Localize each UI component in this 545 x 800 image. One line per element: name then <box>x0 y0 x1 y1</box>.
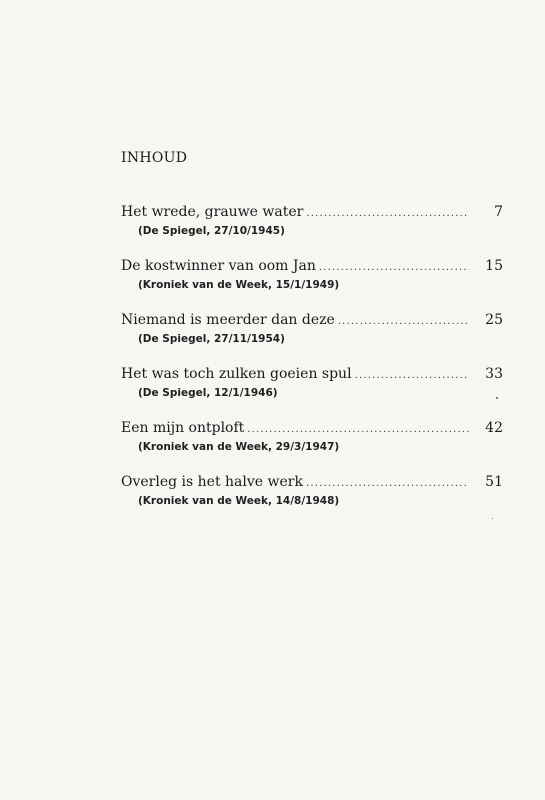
toc-entry-title: De kostwinner van oom Jan <box>121 258 316 274</box>
dot-leader <box>247 420 469 440</box>
toc-entry-source: (De Spiegel, 27/10/1945) <box>138 225 285 237</box>
dot-leader <box>306 204 469 224</box>
dot-leader <box>319 258 469 278</box>
toc-entry-1 <box>121 202 503 256</box>
paper-speck <box>492 518 493 519</box>
toc-entry-source: (De Spiegel, 12/1/1946) <box>138 387 278 399</box>
toc-entry-source: (Kroniek van de Week, 15/1/1949) <box>138 279 340 291</box>
toc-entry-line <box>121 256 503 278</box>
toc-entry-source: (Kroniek van de Week, 29/3/1947) <box>138 441 340 453</box>
toc-entry-source: (Kroniek van de Week, 14/8/1948) <box>138 495 340 507</box>
toc-entry-page: 7 <box>494 204 503 220</box>
paper-speck <box>496 397 498 399</box>
toc-entry-title: Het was toch zulken goeien spul <box>121 366 352 382</box>
toc-entry-title: Een mijn ontploft <box>121 420 245 436</box>
toc-entry-title: Het wrede, grauwe water <box>121 204 304 220</box>
toc-entry-line <box>121 202 503 224</box>
dot-leader <box>338 312 469 332</box>
dot-leader <box>306 474 469 494</box>
toc-entry-4 <box>121 364 503 418</box>
toc-entry-6 <box>121 472 503 526</box>
toc-entry-page: 42 <box>485 420 503 436</box>
dot-leader <box>355 366 469 386</box>
toc-entry-line <box>121 310 503 332</box>
toc-entry-page: 25 <box>485 312 503 328</box>
toc-entry-page: 15 <box>485 258 503 274</box>
toc-entry-source: (De Spiegel, 27/11/1954) <box>138 333 285 345</box>
table-of-contents <box>121 202 503 526</box>
toc-entry-5 <box>121 418 503 472</box>
toc-entry-page: 51 <box>485 474 503 490</box>
toc-entry-line <box>121 418 503 440</box>
toc-entry-title: Overleg is het halve werk <box>121 474 303 490</box>
toc-entry-2 <box>121 256 503 310</box>
toc-entry-3 <box>121 310 503 364</box>
page-title: INHOUD <box>121 150 188 166</box>
toc-entry-line <box>121 472 503 494</box>
toc-entry-page: 33 <box>485 366 503 382</box>
toc-entry-line <box>121 364 503 386</box>
toc-entry-title: Niemand is meerder dan deze <box>121 312 335 328</box>
